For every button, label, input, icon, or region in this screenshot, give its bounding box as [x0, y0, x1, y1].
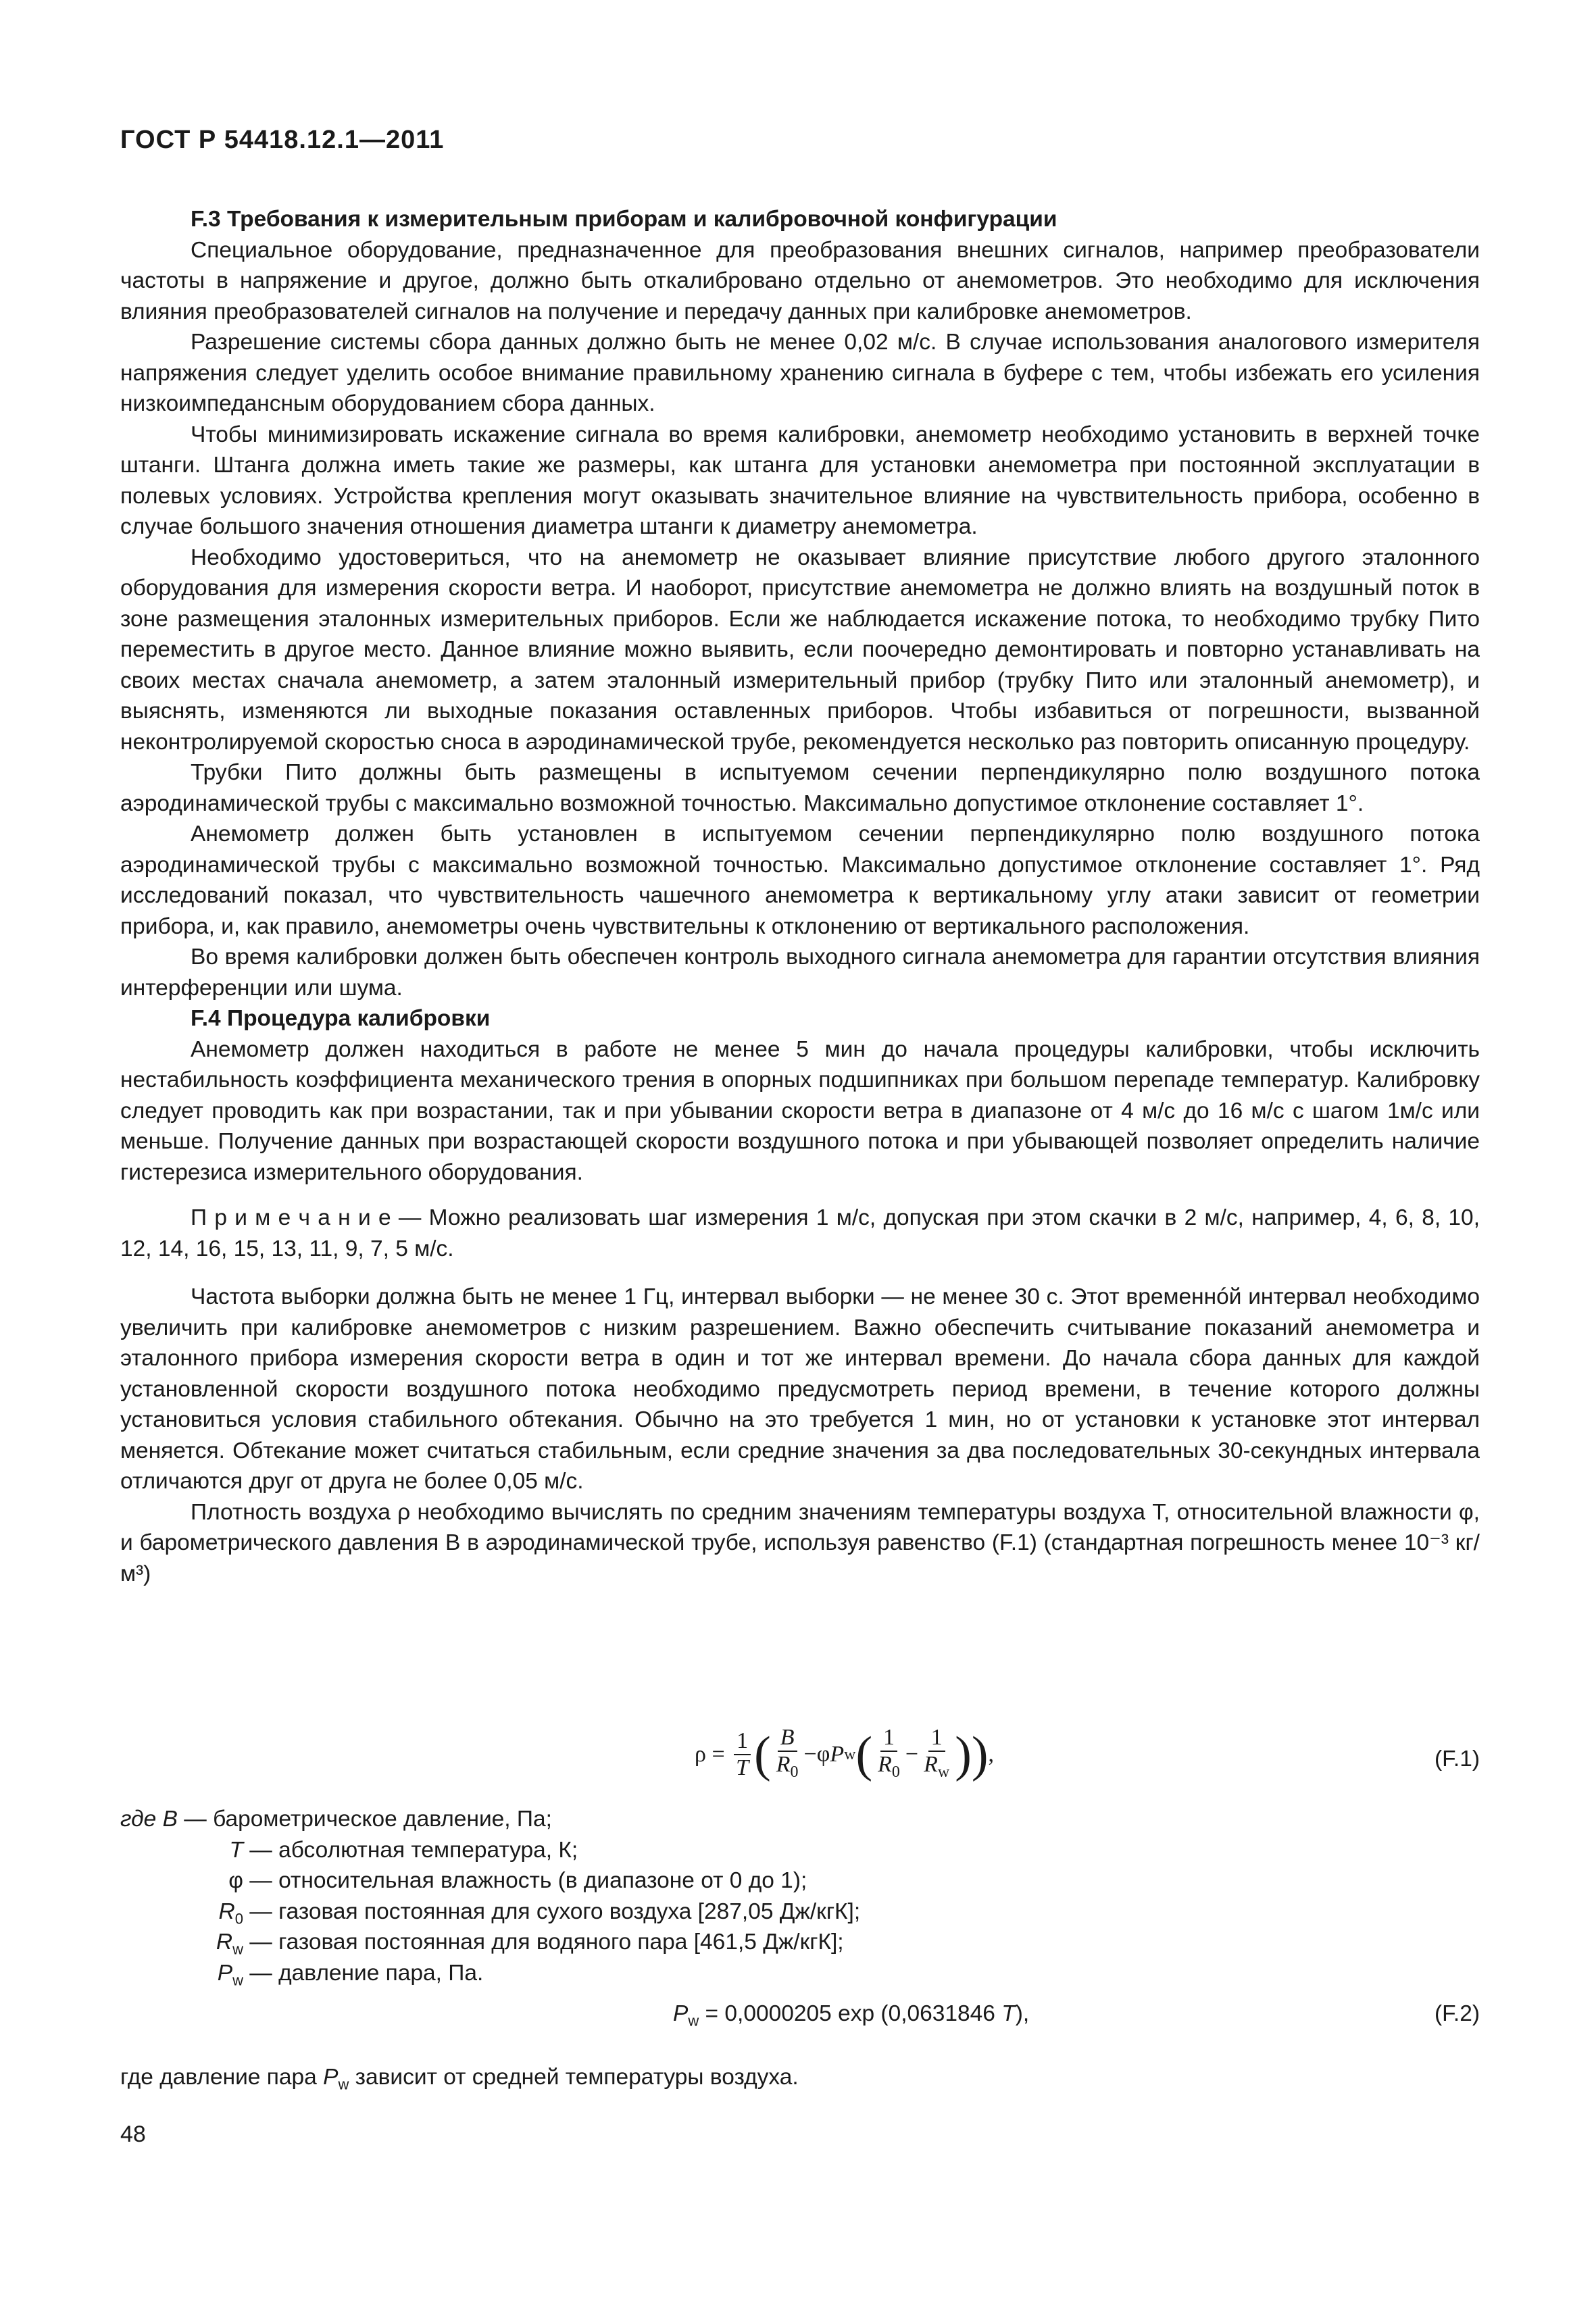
- closing-sentence: где давление пара $P_w$ зависит от средней температуры воздуха.: [120, 2065, 799, 2093]
- open-paren-inner: (: [855, 1727, 873, 1783]
- section-heading-f3: F.3 Требования к измерительным приборам и калибровочной конфигурации: [191, 207, 1057, 232]
- paragraph: Необходимо удостовериться, что на анемометр не оказывает влияние присутствие любого другого эталонного оборудования для измерения скорости ветра. И наоборот, присутствие анемометра не должно влиять на воздушный поток в зоне размещения эталонных измерительных приборов. Если же наблюдается искажение потока, то необходимо трубку Пито переместить в другое место. Данное влияние можно выявить, если поочередно демонтировать и повторно устанавливать на своих местах сначала анемометр, а затем эталонный измерительный прибор (трубку Пито или эталонный анемометр), и выяснять, изменяются ли выходные показания оставленных приборов. Чтобы избавиться от погрешности, вызванной неконтролируемой скоростью сноса в аэродинамической трубе, рекомендуется несколько раз повторить описанную процедуру.: [120, 545, 1480, 755]
- formula-f2-expression: $P_w = 0,0000205$ exp (0,0631846 T),: [673, 2001, 1030, 2030]
- paragraph: Разрешение системы сбора данных должно быть не менее 0,02 м/с. В случае использования аналогового измерителя напряжения следует уделить особое внимание правильному хранению сигнала в буфере с тем, чтобы избежать его усиления низкоимпедансным оборудованием сбора данных.: [120, 330, 1480, 416]
- close-parens: )): [955, 1727, 989, 1783]
- definition-row: $P_w$ — давление пара, Па.: [217, 1960, 484, 1989]
- fraction-one-over-t: $\frac{1}{T}$: [733, 1728, 751, 1781]
- paragraph: Во время калибровки должен быть обеспечен контроль выходного сигнала анемометра для гарантии отсутствия влияния интерференции или шума.: [120, 945, 1480, 1001]
- variable-definitions: [120, 1804, 1201, 1988]
- definition-row: T — абсолютная температура, К;: [229, 1837, 578, 1863]
- equation-number-f2: (F.2): [1435, 2001, 1480, 2026]
- formula-f1-expression: ρ = $\frac{1}{T}$ ( $\frac{B}{R_0}$ − φ P w ( $\frac{1}{R_0}$ − $\frac{1}{R_w}$ )) ,: [695, 1725, 994, 1785]
- fraction-one-over-rw: $\frac{1}{R_w}$: [924, 1725, 950, 1781]
- equation-number-f1: (F.1): [1435, 1746, 1480, 1771]
- paragraph: Чтобы минимизировать искажение сигнала во время калибровки, анемометр необходимо установить в верхней точке штанги. Штанга должна иметь такие же размеры, как штанга для установки анемометра при постоянной эксплуатации в полевых условиях. Устройства крепления могут оказывать значительное влияние на чувствительность прибора, особенно в случае большого значения отношения диаметра штанги к диаметру анемометра.: [120, 422, 1480, 539]
- definition-row: φ — относительная влажность (в диапазоне от 0 до 1);: [228, 1868, 807, 1893]
- paragraph: Трубки Пито должны быть размещены в испытуемом сечении перпендикулярно полю воздушного потока аэродинамической трубы с максимально возможной точностью. Максимально допустимое отклонение составляет 1°.: [120, 760, 1480, 816]
- definition-row: где B — барометрическое давление, Па;: [120, 1807, 552, 1832]
- definition-row: $R_w$ — газовая постоянная для водяного пара [461,5 Дж/кгК];: [216, 1930, 844, 1958]
- fraction-b-over-r0: $\frac{B}{R_0}$: [776, 1725, 799, 1781]
- formula-f2: [120, 2001, 1480, 2035]
- note-paragraph: П р и м е ч а н и е — Можно реализовать шаг измерения 1 м/с, допуская при этом скачки в 2 м/с, например, 4, 6, 8, 10, 12, 14, 16, 15, 13, 11, 9, 7, 5 м/с.: [120, 1205, 1480, 1261]
- paragraph: Анемометр должен быть установлен в испытуемом сечении перпендикулярно полю воздушного потока аэродинамической трубы с максимально возможной точностью. Максимально допустимое отклонение составляет 1°. Ряд исследований показал, что чувствительность чашечного анемометра к вертикальному углу атаки зависит от геометрии прибора, и, как правило, анемометры очень чувствительны к отклонению от вертикального расположения.: [120, 822, 1480, 939]
- paragraph: Анемометр должен находиться в работе не менее 5 мин до начала процедуры калибровки, чтобы исключить нестабильность коэффициента механического трения в опорных подшипниках при большом перепаде температур. Калибровку следует проводить как при возрастании, так и при убывании скорости ветра в диапазоне от 4 м/с до 16 м/с с шагом 1м/с или меньше. Получение данных при возрастающей скорости воздушного потока и при убывающей позволяет определить наличие гистерезиса измерительного оборудования.: [120, 1036, 1480, 1185]
- open-paren: (: [754, 1727, 771, 1783]
- paragraph: Специальное оборудование, предназначенное для преобразования внешних сигналов, например преобразователи частоты в напряжение и другое, должно быть откалибровано отдельно от анемометров. Это необходимо для исключения влияния преобразователей сигналов на получение и передачу данных при калибровке анемометров.: [120, 237, 1480, 324]
- body-text: [120, 204, 1480, 1589]
- section-heading-f4: F.4 Процедура калибровки: [191, 1006, 491, 1031]
- formula-f1: [120, 1719, 1480, 1814]
- document-header: ГОСТ Р 54418.12.1—2011: [120, 126, 445, 154]
- page-number: 48: [120, 2121, 146, 2147]
- fraction-one-over-r0: $\frac{1}{R_0}$: [878, 1725, 900, 1781]
- paragraph: Плотность воздуха ρ необходимо вычислять по средним значениям температуры воздуха T, относительной влажности φ, и барометрического давления B в аэродинамической трубе, используя равенство (F.1) (стандартная погрешность менее 10⁻³ кг/м³): [120, 1499, 1480, 1586]
- definition-row: $R_0$ — газовая постоянная для сухого воздуха [287,05 Дж/кгК];: [218, 1898, 861, 1928]
- paragraph: Частота выборки должна быть не менее 1 Гц, интервал выборки — не менее 30 с. Этот временнóй интервал необходимо увеличить при калибровке анемометров с низким разрешением. Важно обеспечить считывание показаний анемометра и эталонного прибора измерения скорости ветра в один и тот же интервал времени. До начала сбора данных для каждой установленной скорости воздушного потока необходимо предусмотреть период времени, в течение которого должны установиться условия стабильного обтекания. Обычно на это требуется 1 мин, но от установки к установке этот интервал меняется. Обтекание может считаться стабильным, если средние значения за два последовательных 30-секундных интервала отличаются друг от друга не более 0,05 м/с.: [120, 1284, 1480, 1494]
